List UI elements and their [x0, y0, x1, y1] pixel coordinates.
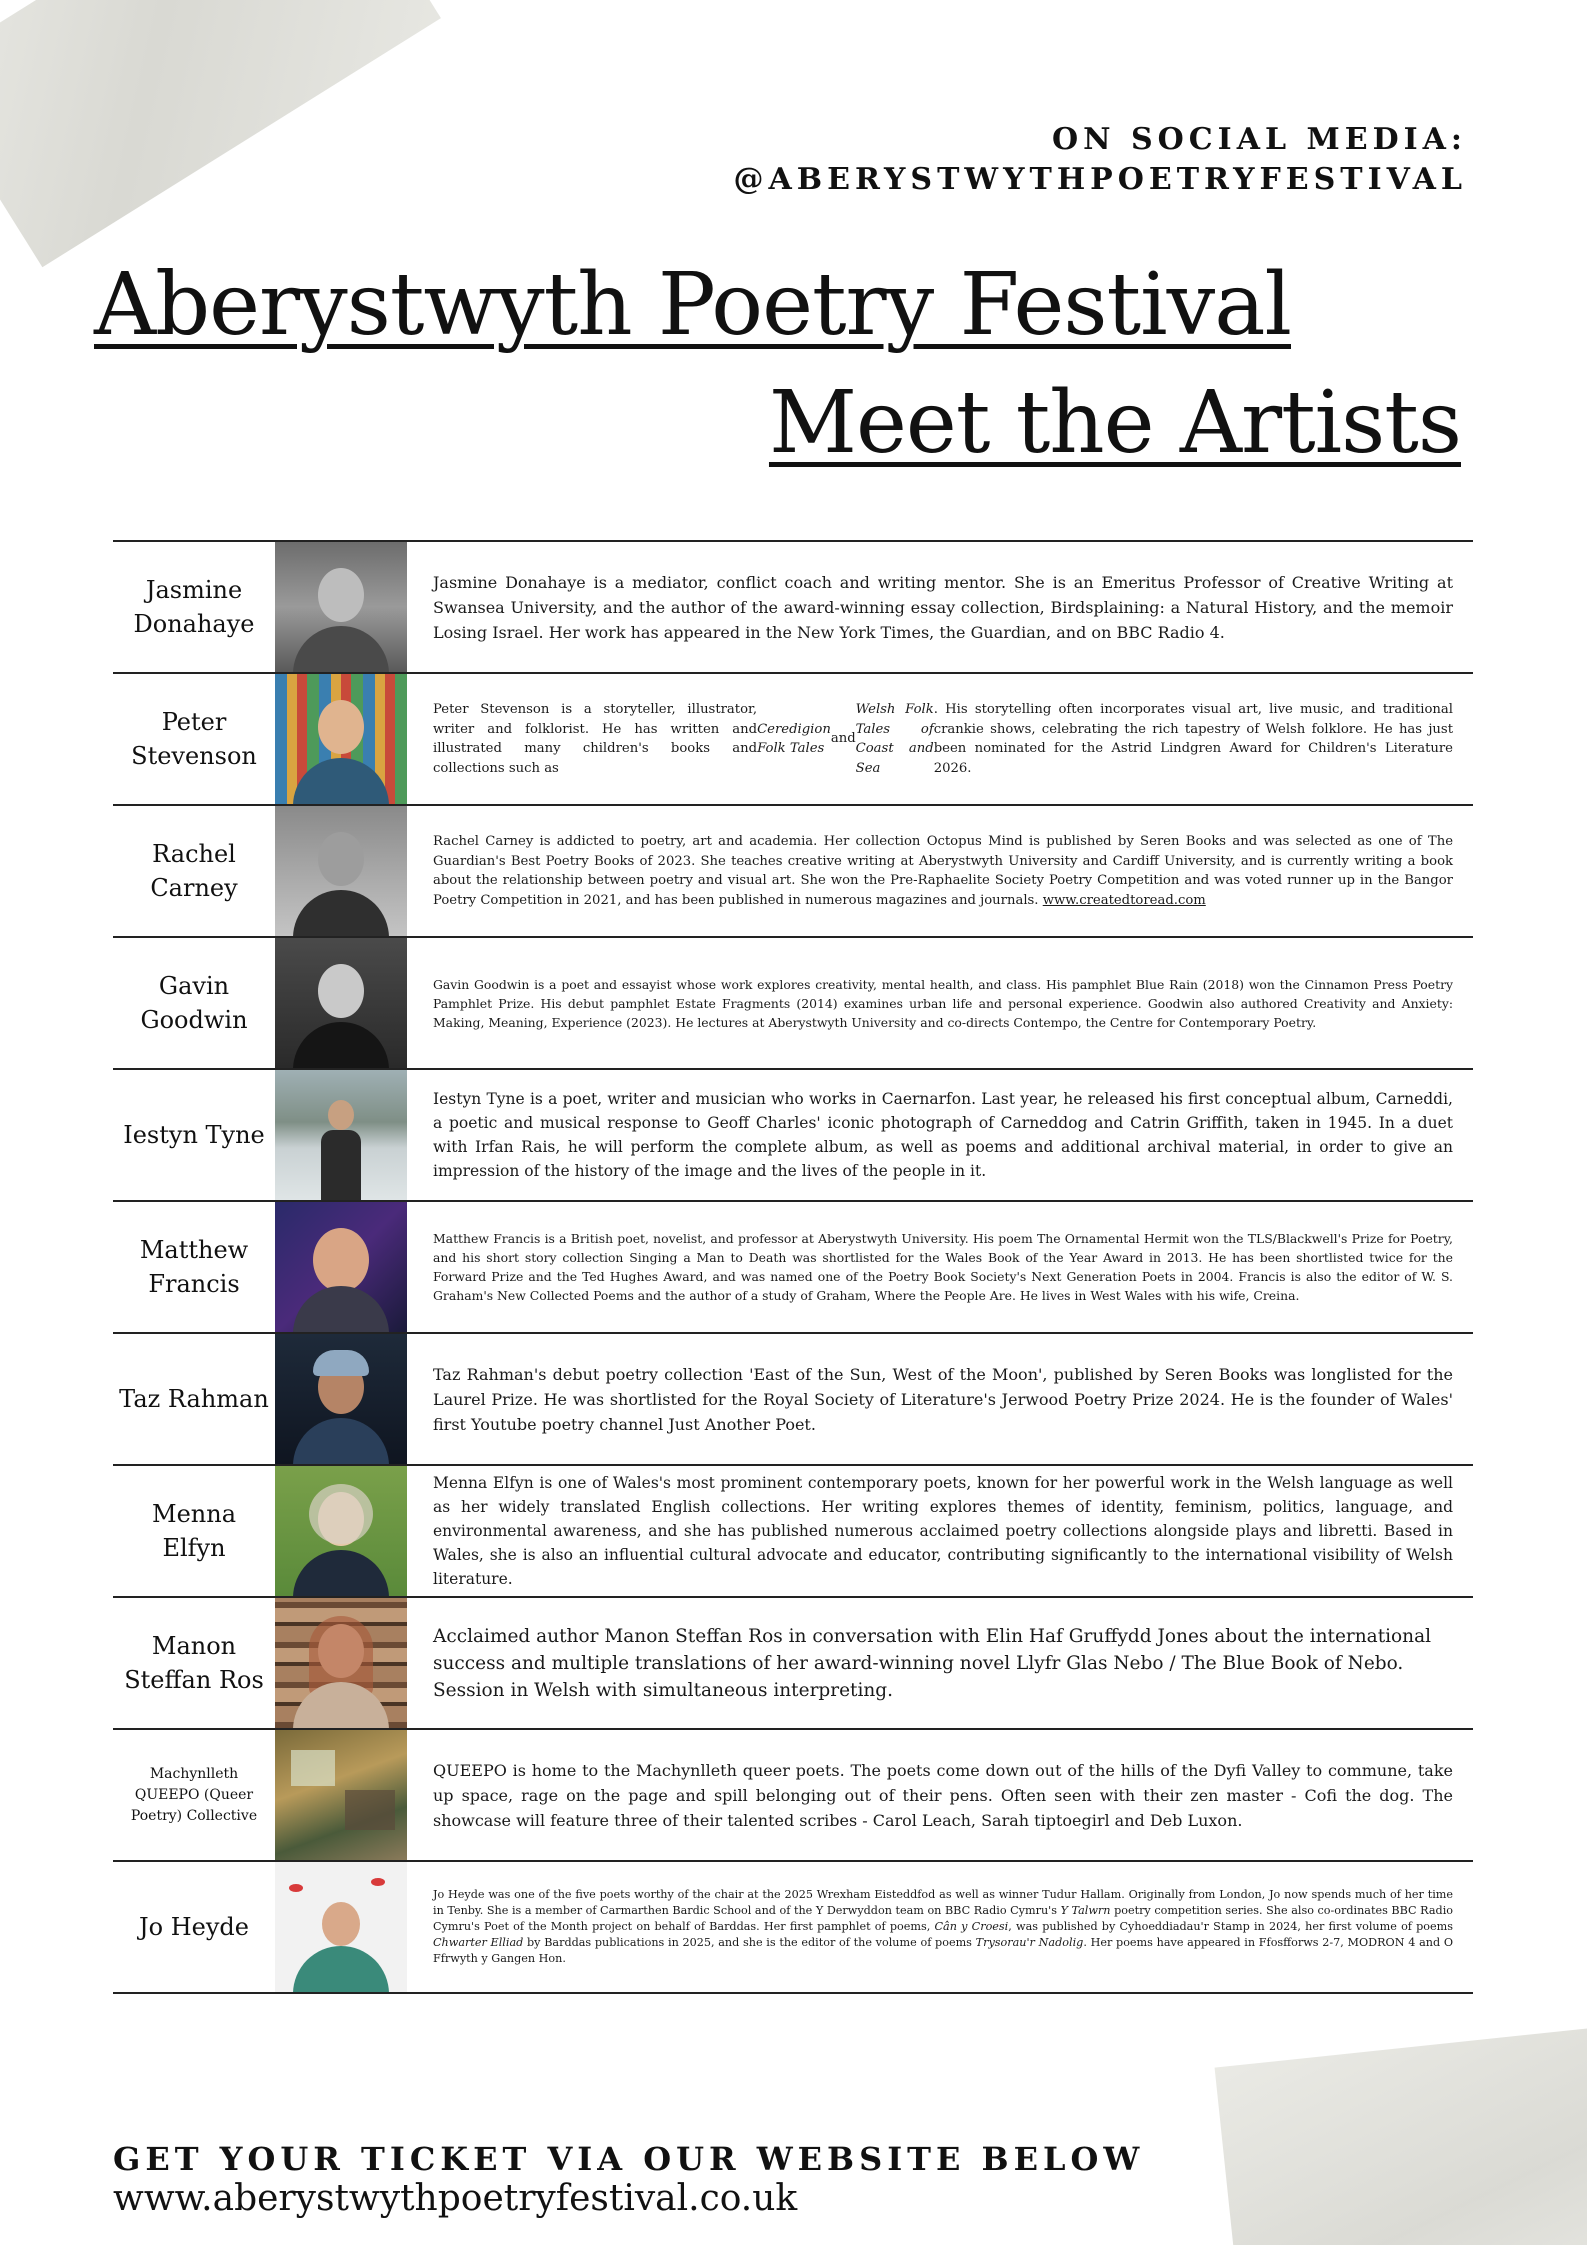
social-label: ON SOCIAL MEDIA:: [1052, 122, 1467, 157]
artist-bio: [407, 1862, 1473, 1992]
artist-photo: [275, 1070, 407, 1200]
book-title: Cân y Croesi: [934, 1920, 1009, 1933]
artist-bio: Menna Elfyn is one of Wales's most prominent contemporary poets, known for her powerful work in the Welsh language as well as her widely translated English collections. Her writing explores themes of identity, feminism, politics, language, and environmental awareness, and she has published numerous acclaimed poetry collections alongside plays and libretti. Based in Wales, she is also an influential cultural advocate and educator, contributing significantly to the international visibility of Welsh literature.: [433, 1474, 1453, 1588]
artist-website-link[interactable]: www.createdtoread.com: [1042, 892, 1206, 908]
ticket-call-to-action: GET YOUR TICKET VIA OUR WEBSITE BELOW: [113, 2140, 1145, 2178]
artist-name: Peter Stevenson: [131, 708, 257, 770]
artist-row: [113, 1202, 1473, 1334]
artist-bio-text: Rachel Carney is addicted to poetry, art and academia. Her collection Octopus Mind is published by Seren Books and was selected as one of The Guardian's Best Poetry Books of 2023. She teaches creative writing at Aberystwyth University and Cardiff University, and is currently writing a book about the relationship between poetry and visual art. She won the Pre-Raphaelite Society Poetry Competition and was voted runner up in the Bangor Poetry Competition in 2021, and has been published in numerous magazines and journals.: [433, 834, 1453, 908]
artist-bio: Iestyn Tyne is a poet, writer and musician who works in Caernarfon. Last year, he released his first conceptual album, Carneddi, a poetic and musical response to Geoff Charles' iconic photograph of Carneddog and Catrin Griffith, taken in 1945. In a duet with Irfan Rais, he will perform the complete album, as well as poems and additional archival material, in order to give an impression of the history of the image and the lives of the people in it.: [433, 1090, 1453, 1180]
artist-photo: [275, 806, 407, 936]
programme-title: Y Talwrn: [1060, 1904, 1111, 1917]
artist-row: [113, 1862, 1473, 1994]
artist-bio: Gavin Goodwin is a poet and essayist whose work explores creativity, mental health, and class. His pamphlet Blue Rain (2018) won the Cinnamon Press Poetry Pamphlet Prize. His debut pamphlet Estate Fragments (2014) examines urban life and personal experience. Goodwin also authored Creativity and Anxiety: Making, Meaning, Experience (2023). He lectures at Aberystwyth University and co-directs Contempo, the Centre for Contemporary Poetry.: [433, 976, 1453, 1030]
artist-row: [113, 1070, 1473, 1202]
artist-row: [113, 674, 1473, 806]
artist-row: [113, 1598, 1473, 1730]
artist-bio-text: Peter Stevenson is a storyteller, illustrator, writer and folklorist. He has written and illustrated many children's books and collections such as: [433, 702, 758, 776]
book-title: Trysorau'r Nadolig: [975, 1936, 1084, 1949]
page-subtitle: Meet the Artists: [768, 373, 1461, 473]
artist-bio: Acclaimed author Manon Steffan Ros in conversation with Elin Haf Gruffydd Jones about the international success and multiple translations of her award-winning novel Llyfr Glas Nebo / The Blue Book of Nebo. Session in Welsh with simultaneous interpreting.: [433, 1625, 1432, 1701]
artist-name: Machynlleth QUEEPO (Queer Poetry) Collective: [130, 1765, 258, 1824]
artist-bio: [407, 674, 1473, 804]
artist-bio: QUEEPO is home to the Machynlleth queer poets. The poets come down out of the hills of the Dyfi Valley to commune, take up space, rage on the page and spill belonging out of their pens. Often seen with their zen master - Cofi the dog. The showcase will feature three of their talented scribes - Carol Leach, Sarah tiptoegirl and Deb Luxon.: [433, 1760, 1453, 1830]
artist-bio-text: poetry competition series. She also co-ordinates BBC Radio Cymru's Poet of the Month project on behalf of Barddas. Her first pamphlet of poems,: [433, 1904, 1454, 1933]
artist-name: Iestyn Tyne: [123, 1121, 265, 1149]
artist-name: Gavin Goodwin: [140, 972, 248, 1034]
artist-name: Menna Elfyn: [152, 1500, 236, 1562]
artist-photo: [275, 1598, 407, 1728]
website-url[interactable]: www.aberystwythpoetryfestival.co.uk: [113, 2178, 798, 2219]
artist-photo: [275, 542, 407, 672]
artist-row: [113, 938, 1473, 1070]
artist-bio-text: and: [830, 731, 856, 747]
artist-photo: [275, 1202, 407, 1332]
artist-name: Taz Rahman: [119, 1385, 269, 1413]
artist-name: Jasmine Donahaye: [133, 576, 255, 638]
artist-name: Rachel Carney: [150, 840, 238, 902]
artist-bio-text: , was published by Cyhoeddiadau'r Stamp in 2024, her first volume of poems: [1008, 1920, 1454, 1933]
page-title: Aberystwyth Poetry Festival: [94, 255, 1291, 355]
artist-bio: [407, 806, 1473, 936]
artist-name: Manon Steffan Ros: [124, 1632, 264, 1694]
artist-photo: [275, 1466, 407, 1596]
decorative-tape-top: [0, 0, 441, 267]
decorative-tape-bottom: [1215, 2024, 1587, 2245]
artist-name: Matthew Francis: [139, 1236, 249, 1298]
artist-row: [113, 1466, 1473, 1598]
book-title: Welsh Folk Tales of Coast and Sea: [855, 702, 934, 776]
artist-row: [113, 806, 1473, 938]
artist-bio-text: by Barddas publications in 2025, and she is the editor of the volume of poems: [523, 1936, 976, 1949]
artist-name: Jo Heyde: [139, 1913, 249, 1941]
artist-bio: Taz Rahman's debut poetry collection 'East of the Sun, West of the Moon', published by Seren Books was longlisted for the Laurel Prize. He was shortlisted for the Royal Society of Literature's Jerwood Poetry Prize 2024. He is the founder of Wales' first Youtube poetry channel Just Another Poet.: [433, 1364, 1453, 1434]
artist-photo: [275, 674, 407, 804]
artist-row: [113, 1334, 1473, 1466]
artist-photo: [275, 1730, 407, 1860]
artist-bio: Jasmine Donahaye is a mediator, conflict coach and writing mentor. She is an Emeritus Professor of Creative Writing at Swansea University, and the author of the award-winning essay collection, Birdsplaining: a Natural History, and the memoir Losing Israel. Her work has appeared in the New York Times, the Guardian, and on BBC Radio 4.: [433, 572, 1453, 642]
book-title: Chwarter Elliad: [433, 1936, 524, 1949]
social-handle: @ABERYSTWYTHPOETRYFESTIVAL: [733, 162, 1467, 197]
artist-photo: [275, 938, 407, 1068]
artist-photo: [275, 1334, 407, 1464]
social-media-handle: [733, 120, 1467, 200]
artists-table: [113, 540, 1473, 1994]
artist-bio-text: . Her poems have appeared in Ffosfforws 2-7, MODRON 4 and O Ffrwyth y Gangen Hon.: [433, 1936, 1454, 1965]
artist-photo: [275, 1862, 407, 1992]
book-title: Ceredigion Folk Tales: [757, 721, 831, 756]
artist-bio: Matthew Francis is a British poet, novelist, and professor at Aberystwyth University. His poem The Ornamental Hermit won the TLS/Blackwell's Prize for Poetry, and his short story collection Singing a Man to Death was shortlisted for the Wales Book of the Year Award in 2013. He has been shortlisted twice for the Forward Prize and the Ted Hughes Award, and was named one of the Poetry Book Society's Next Generation Poets in 2004. Francis is also the editor of W. S. Graham's New Collected Poems and the author of a study of Graham, Where the People Are. He lives in West Wales with his wife, Creina.: [433, 1231, 1453, 1303]
artist-bio-text: Jo Heyde was one of the five poets worthy of the chair at the 2025 Wrexham Eisteddfod as well as winner Tudur Hallam. Originally from London, Jo now spends much of her time in Tenby. She is a member of Carmarthen Bardic School and of the Y Derwyddon team on BBC Radio Cymru's: [433, 1888, 1453, 1917]
artist-row: [113, 542, 1473, 674]
artist-row: [113, 1730, 1473, 1862]
artist-bio-text: . His storytelling often incorporates visual art, live music, and traditional crankie shows, celebrating the rich tapestry of Welsh folklore. He has just been nominated for the Astrid Lindgren Award for Children's Literature 2026.: [933, 702, 1453, 776]
